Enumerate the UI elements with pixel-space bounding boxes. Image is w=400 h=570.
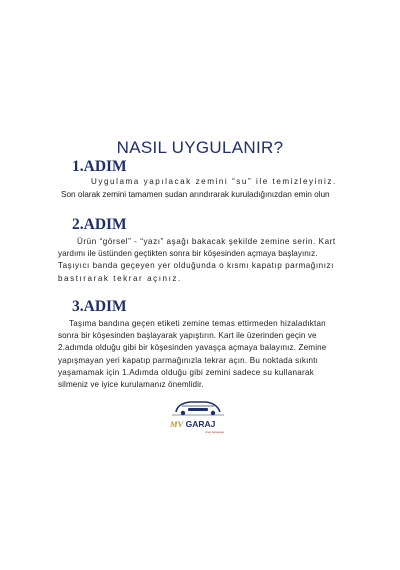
step-3-heading: 3.ADIM — [72, 298, 127, 315]
brand-wordmark — [170, 419, 230, 429]
step-1-text — [58, 176, 348, 200]
step-3-line-1: Taşıma bandına geçen etiketi zemine temas ettirmeden hizaladıktan — [69, 319, 326, 328]
step-3-line-4: yapışmayan yeri kapatıp parmağınızla tekrar açın. Bu noktada sıkıntı — [58, 355, 319, 365]
step-2-line-1: Ürün “görsel” - “yazı” aşağı bakacak şekilde zemine serin. Kart — [77, 237, 336, 246]
step-3-line-3: 2.adımda olduğu gibi bir köşesinden yavaşça açmaya balayınız. Zemine — [58, 343, 327, 353]
step-1-line-1: Uygulama yapılacak zemini “su” ile temizleyiniz. — [91, 177, 337, 186]
step-1-line-2: Son olarak zemini tamamen sudan arındırarak kuruladığınızdan emin olun — [61, 189, 330, 200]
brand-name: GARAJ — [185, 419, 216, 429]
step-2-line-2: yardımı ile üstünden geçtikten sonra bir köşesinden açmaya başlayınız. — [58, 249, 318, 259]
step-2-heading: 2.ADIM — [72, 216, 127, 233]
brand-tagline: Araç Aksesuar — [205, 430, 225, 434]
step-2-line-4: bastırarak tekrar açınız. — [58, 273, 182, 283]
step-2-line-3: Taşıyıcı banda geçeyen yer olduğunda o kısmı kapatıp parmağınızı — [58, 261, 334, 271]
page-title: NASIL UYGULANIR? — [116, 138, 284, 157]
step-3-line-5: yaşamamak için 1.Adımda olduğu gibi zemini sadece su kullanarak — [58, 367, 314, 377]
step-3-line-2: sonra bir köşesinden başlayarak yapıştırın. Kart ile üzerinden geçin ve — [58, 331, 317, 341]
step-1-heading: 1.ADIM — [72, 158, 127, 175]
step-3-text — [58, 318, 348, 391]
brand-mark: MV — [170, 419, 184, 429]
step-2-text — [58, 236, 348, 285]
car-icon — [168, 396, 228, 418]
step-3-line-6: silmeniz ve iyice kurulamanız önemlidir. — [58, 380, 204, 390]
